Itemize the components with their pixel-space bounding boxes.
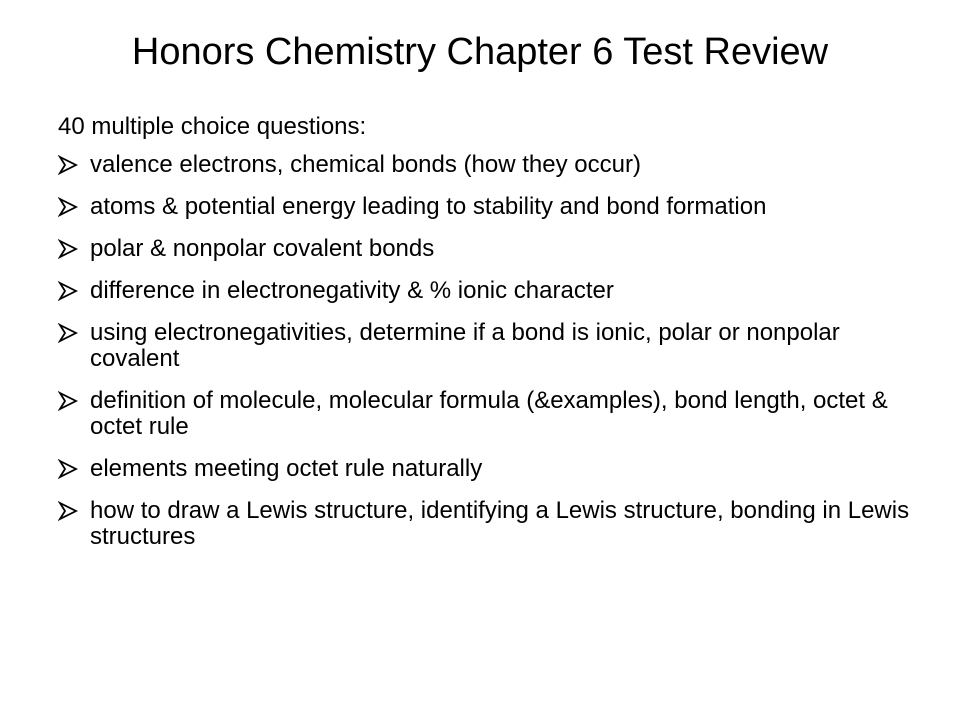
arrowhead-bullet-icon bbox=[58, 281, 78, 301]
topic-list bbox=[58, 152, 918, 566]
list-item-text: definition of molecule, molecular formula (&examples), bond length, octet & octet rule bbox=[90, 387, 888, 440]
arrowhead-bullet-icon bbox=[58, 459, 78, 479]
list-item-text: using electronegativities, determine if a bond is ionic, polar or nonpolar covalent bbox=[90, 319, 840, 372]
arrowhead-bullet-icon bbox=[58, 391, 78, 411]
slide-title: Honors Chemistry Chapter 6 Test Review bbox=[131, 31, 829, 73]
list-item bbox=[58, 388, 918, 440]
list-item-text: how to draw a Lewis structure, identifying a Lewis structure, bonding in Lewis structures bbox=[90, 497, 910, 550]
intro-text: 40 multiple choice questions: bbox=[58, 113, 367, 140]
list-item-text: difference in electronegativity & % ionic character bbox=[90, 277, 614, 304]
list-item bbox=[58, 194, 918, 220]
arrowhead-bullet-icon bbox=[58, 155, 78, 175]
list-item bbox=[58, 278, 918, 304]
arrowhead-bullet-icon bbox=[58, 197, 78, 217]
list-item-text: elements meeting octet rule naturally bbox=[90, 455, 483, 482]
list-item bbox=[58, 456, 918, 482]
list-item-text: valence electrons, chemical bonds (how they occur) bbox=[90, 151, 641, 178]
list-item bbox=[58, 236, 918, 262]
list-item bbox=[58, 498, 918, 550]
list-item bbox=[58, 320, 918, 372]
list-item bbox=[58, 152, 918, 178]
arrowhead-bullet-icon bbox=[58, 239, 78, 259]
list-item-text: atoms & potential energy leading to stability and bond formation bbox=[90, 193, 767, 220]
arrowhead-bullet-icon bbox=[58, 323, 78, 343]
list-item-text: polar & nonpolar covalent bonds bbox=[90, 235, 435, 262]
arrowhead-bullet-icon bbox=[58, 501, 78, 521]
